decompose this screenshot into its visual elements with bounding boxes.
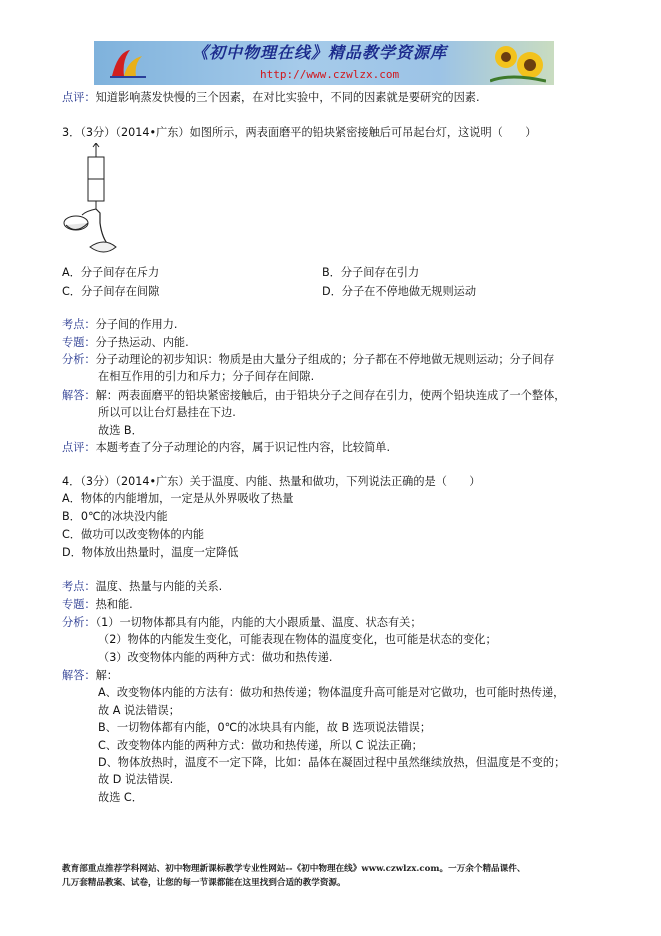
q4-option-d: D．物体放出热量时，温度一定降低 bbox=[62, 546, 239, 559]
zhuanti-text: 热和能. bbox=[95, 598, 133, 611]
footer-line-2: 几万套精品教案、试卷，让您的每一节课都能在这里找到合适的教学资源。 bbox=[62, 878, 346, 888]
q3-dianping bbox=[62, 439, 390, 457]
fenxi-label: 分析： bbox=[62, 353, 96, 366]
lamp-lead-blocks-figure bbox=[60, 143, 120, 261]
zhuanti-label: 专题： bbox=[62, 336, 96, 349]
q4-option-b: B．0℃的冰块没内能 bbox=[62, 510, 168, 523]
fenxi-label: 分析： bbox=[62, 616, 96, 629]
q3-fenxi-2: 在相互作用的引力和斥力；分子间存在间隙. bbox=[98, 370, 315, 383]
kaodian-label: 考点： bbox=[62, 580, 96, 593]
q4-stem: 4．（3分）（2014•广东）关于温度、内能、热量和做功，下列说法正确的是（ ） bbox=[62, 475, 481, 488]
q4-jieda-5: D、物体放热时，温度不一定下降，比如：晶体在凝固过程中虽然继续放热，但温度是不变的； bbox=[98, 756, 566, 769]
q4-zhuanti bbox=[62, 596, 133, 614]
q3-zhuanti bbox=[62, 334, 189, 352]
zhuanti-label: 专题： bbox=[62, 598, 96, 611]
review-text: 知道影响蒸发快慢的三个因素，在对比实验中，不同的因素就是要研究的因素. bbox=[95, 91, 480, 104]
q2-review bbox=[62, 89, 480, 107]
fenxi-text: （1）一切物体都具有内能，内能的大小跟质量、温度、状态有关； bbox=[95, 616, 422, 629]
q3-fenxi bbox=[62, 351, 554, 369]
q4-jieda-1: A、改变物体内能的方法有：做功和热传递；物体温度升高可能是对它做功，也可能时热传递， bbox=[98, 686, 565, 699]
review-label: 点评： bbox=[62, 91, 96, 104]
banner-title: 《初中物理在线》精品教学资源库 bbox=[192, 43, 448, 62]
q3-stem: 3．（3分）（2014•广东）如图所示，两表面磨平的铅块紧密接触后可吊起台灯，这说明（ ） bbox=[62, 126, 537, 139]
q4-jieda-3: B、一切物体都有内能，0℃的冰块具有内能，故 B 选项说法错误； bbox=[98, 721, 432, 734]
q3-option-b: B．分子间存在引力 bbox=[322, 266, 420, 279]
q4-jieda-2: 故 A 说法错误； bbox=[98, 704, 180, 717]
q3-jieda-3: 故选 B． bbox=[98, 424, 143, 437]
q4-jieda-7: 故选 C． bbox=[98, 791, 143, 804]
jieda-label: 解答： bbox=[62, 669, 96, 682]
q4-jieda bbox=[62, 667, 118, 685]
q4-fenxi-2: （2）物体的内能发生变化，可能表现在物体的温度变化，也可能是状态的变化； bbox=[98, 633, 497, 646]
jieda-text: 解：两表面磨平的铅块紧密接触后，由于铅块分子之间存在引力，使两个铅块连成了一个整体， bbox=[95, 389, 566, 402]
banner-url[interactable]: http://www.czwlzx.com bbox=[260, 68, 400, 81]
kaodian-text: 分子间的作用力. bbox=[95, 318, 178, 331]
zhuanti-text: 分子热运动、内能. bbox=[95, 336, 189, 349]
q3-option-a: A．分子间存在斥力 bbox=[62, 266, 160, 279]
q4-fenxi-3: （3）改变物体内能的两种方式：做功和热传递. bbox=[98, 651, 333, 664]
q4-fenxi bbox=[62, 614, 422, 632]
q3-jieda-2: 所以可以让台灯悬挂在下边. bbox=[98, 406, 236, 419]
q4-jieda-6: 故 D 说法错误. bbox=[98, 773, 174, 786]
page-footer bbox=[62, 862, 525, 890]
jieda-text: 解： bbox=[95, 669, 118, 682]
fenxi-text: 分子动理论的初步知识：物质是由大量分子组成的；分子都在不停地做无规则运动；分子间存 bbox=[95, 353, 555, 366]
q4-option-c: C．做功可以改变物体的内能 bbox=[62, 528, 205, 541]
q3-kaodian bbox=[62, 316, 177, 334]
q3-option-d: D．分子在不停地做无规则运动 bbox=[322, 285, 477, 298]
dianping-label: 点评： bbox=[62, 441, 96, 454]
q4-jieda-4: C、改变物体内能的两种方式：做功和热传递，所以 C 说法正确； bbox=[98, 739, 423, 752]
sunflower-icon bbox=[490, 43, 546, 83]
q3-option-c: C．分子间存在间隙 bbox=[62, 285, 160, 298]
footer-line-1: 教育部重点推荐学科网站、初中物理新课标教学专业性网站--《初中物理在线》www.czwlzx.com。一万余个精品课件、 bbox=[62, 864, 526, 874]
site-logo-icon bbox=[108, 46, 148, 80]
kaodian-text: 温度、热量与内能的关系. bbox=[95, 580, 223, 593]
q4-kaodian bbox=[62, 578, 222, 596]
jieda-label: 解答： bbox=[62, 389, 96, 402]
header-banner bbox=[94, 41, 554, 85]
q3-jieda bbox=[62, 387, 565, 405]
kaodian-label: 考点： bbox=[62, 318, 96, 331]
dianping-text: 本题考查了分子动理论的内容，属于识记性内容，比较简单. bbox=[95, 441, 391, 454]
q4-option-a: A．物体的内能增加，一定是从外界吸收了热量 bbox=[62, 492, 294, 505]
